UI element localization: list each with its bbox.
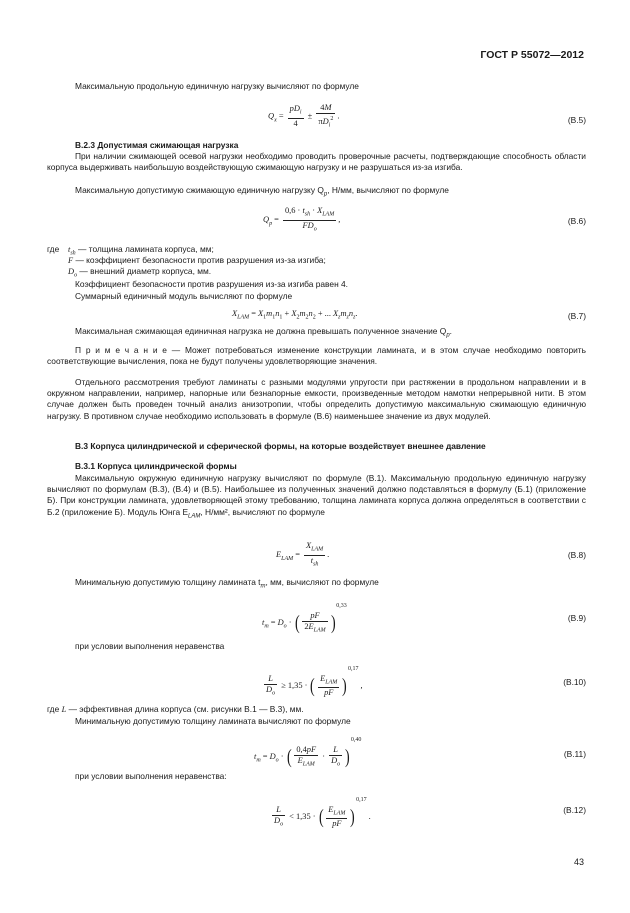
paragraph: Минимальную допустимую толщину ламината $t_m$, мм, вычисляют по формуле xyxy=(75,577,379,590)
paragraph: Отдельного рассмотрения требуют ламинаты с разными модулями упругости при растяжении в продольном направлении и в окружном направлении, например, напорные или безнапорные емкости, произведенные методом намотки непрерывной нити. В этом случае должен быть проведен точный анализ анизотропии, чтобы определить допустимую максимальную сжимающую единичную нагрузку. В противном случае необходимо использовать в формуле (В.6) наименьшее значение из двух модулей. xyxy=(47,377,586,421)
equation-label: (В.7) xyxy=(567,311,586,321)
formula-b10: $\frac{L}{D_o}$ ≥ 1,35 · ( $\frac{E_{LAM}}{pF}$ )$^{0,17}$ , xyxy=(266,666,363,698)
paragraph: где L — эффективная длина корпуса (см. рисунки В.1 — В.3), мм. xyxy=(47,704,304,714)
formula-b7: $X_{LAM} = X_1m_1n_1 + X_2m_2n_2$ + ... $X_zm_zn_z$. xyxy=(232,309,358,321)
formula-b5: $Q_x$ = $\frac{pD_i}{4}$ ± $\frac{4M}{\pi D_i^2}$ . xyxy=(268,103,340,129)
paragraph: Минимальную допустимую толщину ламината вычисляют по формуле xyxy=(75,716,351,726)
paragraph: Максимальную допустимую сжимающую единичную нагрузку $Q_p$, Н/мм, вычисляют по формуле xyxy=(75,185,449,198)
paragraph: Максимальную окружную единичную нагрузку вычисляют по формуле (В.1). Максимальную продольную единичную нагрузку вычисляют по формулам (В.3), (В.4) и (В.5). Наибольшее из полученных значений должно подставляться в формулу (Б.1) (приложение Б). При конструкции ламината, удовлетворяющей этому требованию, толщина ламината корпуса должна определяться в соответствии с Б.2 (приложение Б). Модуль Юнга $E_{LAM}$, Н/мм², вычисляют по формуле xyxy=(47,473,586,520)
where-label: где xyxy=(47,244,60,254)
note: П р и м е ч а н и е — Может потребоваться изменение конструкции ламината, и в этом случае необходимо повторить соответствующие вычисления, пока не будут получены удовлетворяющие значения. xyxy=(47,345,587,367)
paragraph: при условии выполнения неравенства xyxy=(75,641,225,651)
definition-item: $D_o$ — внешний диаметр корпуса, мм. xyxy=(68,266,212,279)
paragraph: Максимальная сжимающая единичная нагрузка не должна превышать полученное значение $Q_p$. xyxy=(75,326,452,339)
paragraph: Суммарный единичный модуль вычисляют по формуле xyxy=(75,291,293,301)
equation-label: (В.6) xyxy=(567,216,586,226)
equation-label: (В.9) xyxy=(567,613,586,623)
formula-b12: $\frac{L}{D_o}$ < 1,35 · ( $\frac{E_{LAM}}{pF}$ )$^{0,17}$ . xyxy=(274,797,371,829)
formula-b8: $E_{LAM}$ = $\frac{X_{LAM}}{t_{sh}}$ . xyxy=(276,541,330,568)
equation-label: (В.10) xyxy=(563,677,586,687)
paragraph: Коэффициент безопасности против разрушения из-за изгиба равен 4. xyxy=(75,279,349,289)
section-heading: В.3.1 Корпуса цилиндрической формы xyxy=(75,461,237,471)
formula-b6: $Q_p$ = $\frac{0,6 \cdot t_{sh} \cdot X_{LAM}}{FD_o}$ , xyxy=(263,206,341,233)
paragraph: при условии выполнения неравенства: xyxy=(75,771,227,781)
equation-label: (В.12) xyxy=(563,805,586,815)
equation-label: (В.8) xyxy=(567,550,586,560)
definition-item: $t_{sh}$ — толщина ламината корпуса, мм; xyxy=(68,244,214,257)
equation-label: (В.11) xyxy=(563,749,586,759)
definition-item: F — коэффициент безопасности против разрушения из-за изгиба; xyxy=(68,255,326,265)
section-heading: В.3 Корпуса цилиндрической и сферической формы, на которые воздействует внешнее давление xyxy=(75,441,486,451)
paragraph: При наличии сжимающей осевой нагрузки необходимо проводить проверочные расчеты, подтверждающие способность области корпуса выдерживать наибольшую воздействующую сжимающую нагрузку и не разрушаться из-за изгиба. xyxy=(47,151,586,173)
formula-b11: $t_m = D_o$ · ( $\frac{0,4pF}{E_{LAM}}$ · $\frac{L}{D_o}$ )$^{0,40}$ xyxy=(254,737,362,769)
paragraph: Максимальную продольную единичную нагрузку вычисляют по формуле xyxy=(75,81,359,91)
equation-label: (В.5) xyxy=(567,115,586,125)
page-number: 43 xyxy=(573,857,584,867)
formula-b9: $t_m = D_o$ · ( $\frac{pF}{2E_{LAM}}$ )$^{0,33}$ xyxy=(262,603,347,635)
standard-header: ГОСТ Р 55072—2012 xyxy=(480,49,584,61)
section-heading: В.2.3 Допустимая сжимающая нагрузка xyxy=(75,140,239,150)
